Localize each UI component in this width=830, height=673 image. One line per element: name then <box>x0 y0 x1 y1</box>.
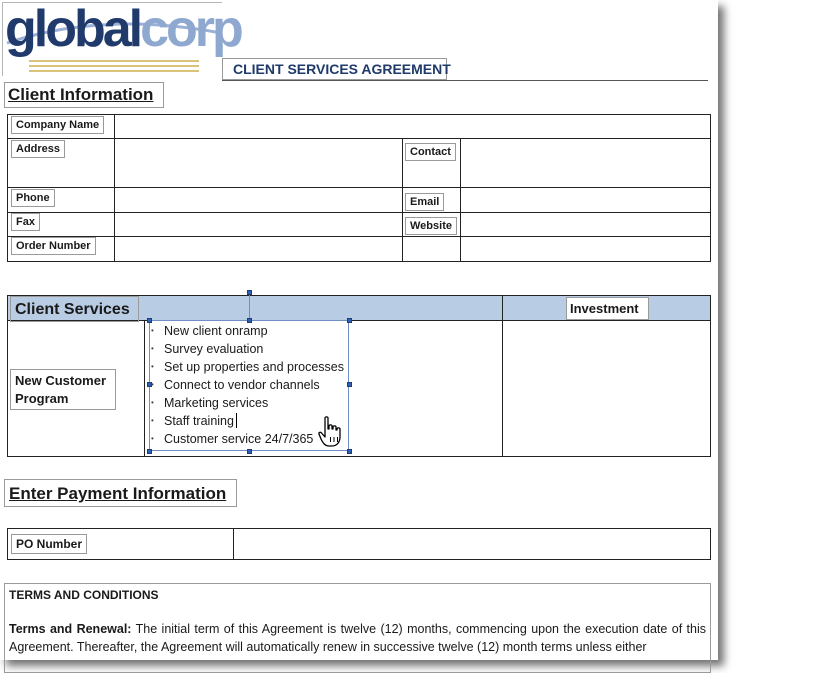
company-logo <box>2 0 241 76</box>
address-label: Address <box>11 140 65 158</box>
phone-field[interactable] <box>116 189 400 210</box>
document-title: CLIENT SERVICES AGREEMENT <box>222 58 447 80</box>
resize-handle-top-right[interactable] <box>347 318 352 323</box>
resize-handle-bottom-left[interactable] <box>147 449 152 454</box>
investment-label: Investment <box>566 297 649 320</box>
resize-handle-bottom-right[interactable] <box>347 449 352 454</box>
client-information-heading: Client Information <box>4 82 164 108</box>
order-number-field[interactable] <box>116 238 400 260</box>
text-cursor <box>236 413 237 428</box>
client-services-heading: Client Services <box>10 296 139 322</box>
contact-label: Contact <box>405 143 456 161</box>
terms-section <box>4 583 711 673</box>
services-list <box>151 322 344 448</box>
logo-text-global: global <box>5 0 141 58</box>
resize-handle-bottom[interactable] <box>247 449 252 454</box>
company-name-label: Company Name <box>11 116 104 134</box>
list-item: • Connect to vendor channels <box>151 376 344 394</box>
website-label: Website <box>405 217 457 235</box>
hand-pointer-icon <box>318 416 344 448</box>
selection-tether <box>249 292 250 320</box>
fax-label: Fax <box>11 213 40 231</box>
list-item: • Set up properties and processes <box>151 358 344 376</box>
logo-text-corp: corp <box>140 0 241 58</box>
fax-field[interactable] <box>116 214 400 234</box>
list-item: • Survey evaluation <box>151 340 344 358</box>
list-item: • Staff training <box>151 412 344 430</box>
company-name-field[interactable] <box>116 116 708 136</box>
list-item: • Marketing services <box>151 394 344 412</box>
contact-field[interactable] <box>462 140 708 185</box>
list-item: • Customer service 24/7/365 <box>151 430 344 448</box>
po-number-label: PO Number <box>11 534 87 554</box>
terms-paragraph <box>9 620 706 656</box>
order-number-label: Order Number <box>11 237 96 255</box>
address-field[interactable] <box>116 140 400 185</box>
title-rule <box>222 80 708 81</box>
terms-renewal-text: The initial term of this Agreement is twelve (12) months, commencing upon the execution date of this Agreement. Thereafter, the Agreement will automatically renew in successive twelve (12) month terms unless either <box>9 622 706 654</box>
po-number-field[interactable] <box>235 530 709 558</box>
payment-heading: Enter Payment Information <box>4 479 237 507</box>
terms-heading: TERMS AND CONDITIONS <box>9 588 159 602</box>
email-label: Email <box>405 193 444 211</box>
terms-renewal-label: Terms and Renewal: <box>9 622 132 636</box>
email-field[interactable] <box>462 189 708 210</box>
phone-label: Phone <box>11 189 55 207</box>
website-field[interactable] <box>462 214 708 234</box>
rotate-handle[interactable] <box>247 290 252 295</box>
new-customer-program-label: New Customer Program <box>10 369 116 410</box>
list-item: • New client onramp <box>151 322 344 340</box>
resize-handle-right[interactable] <box>347 382 352 387</box>
